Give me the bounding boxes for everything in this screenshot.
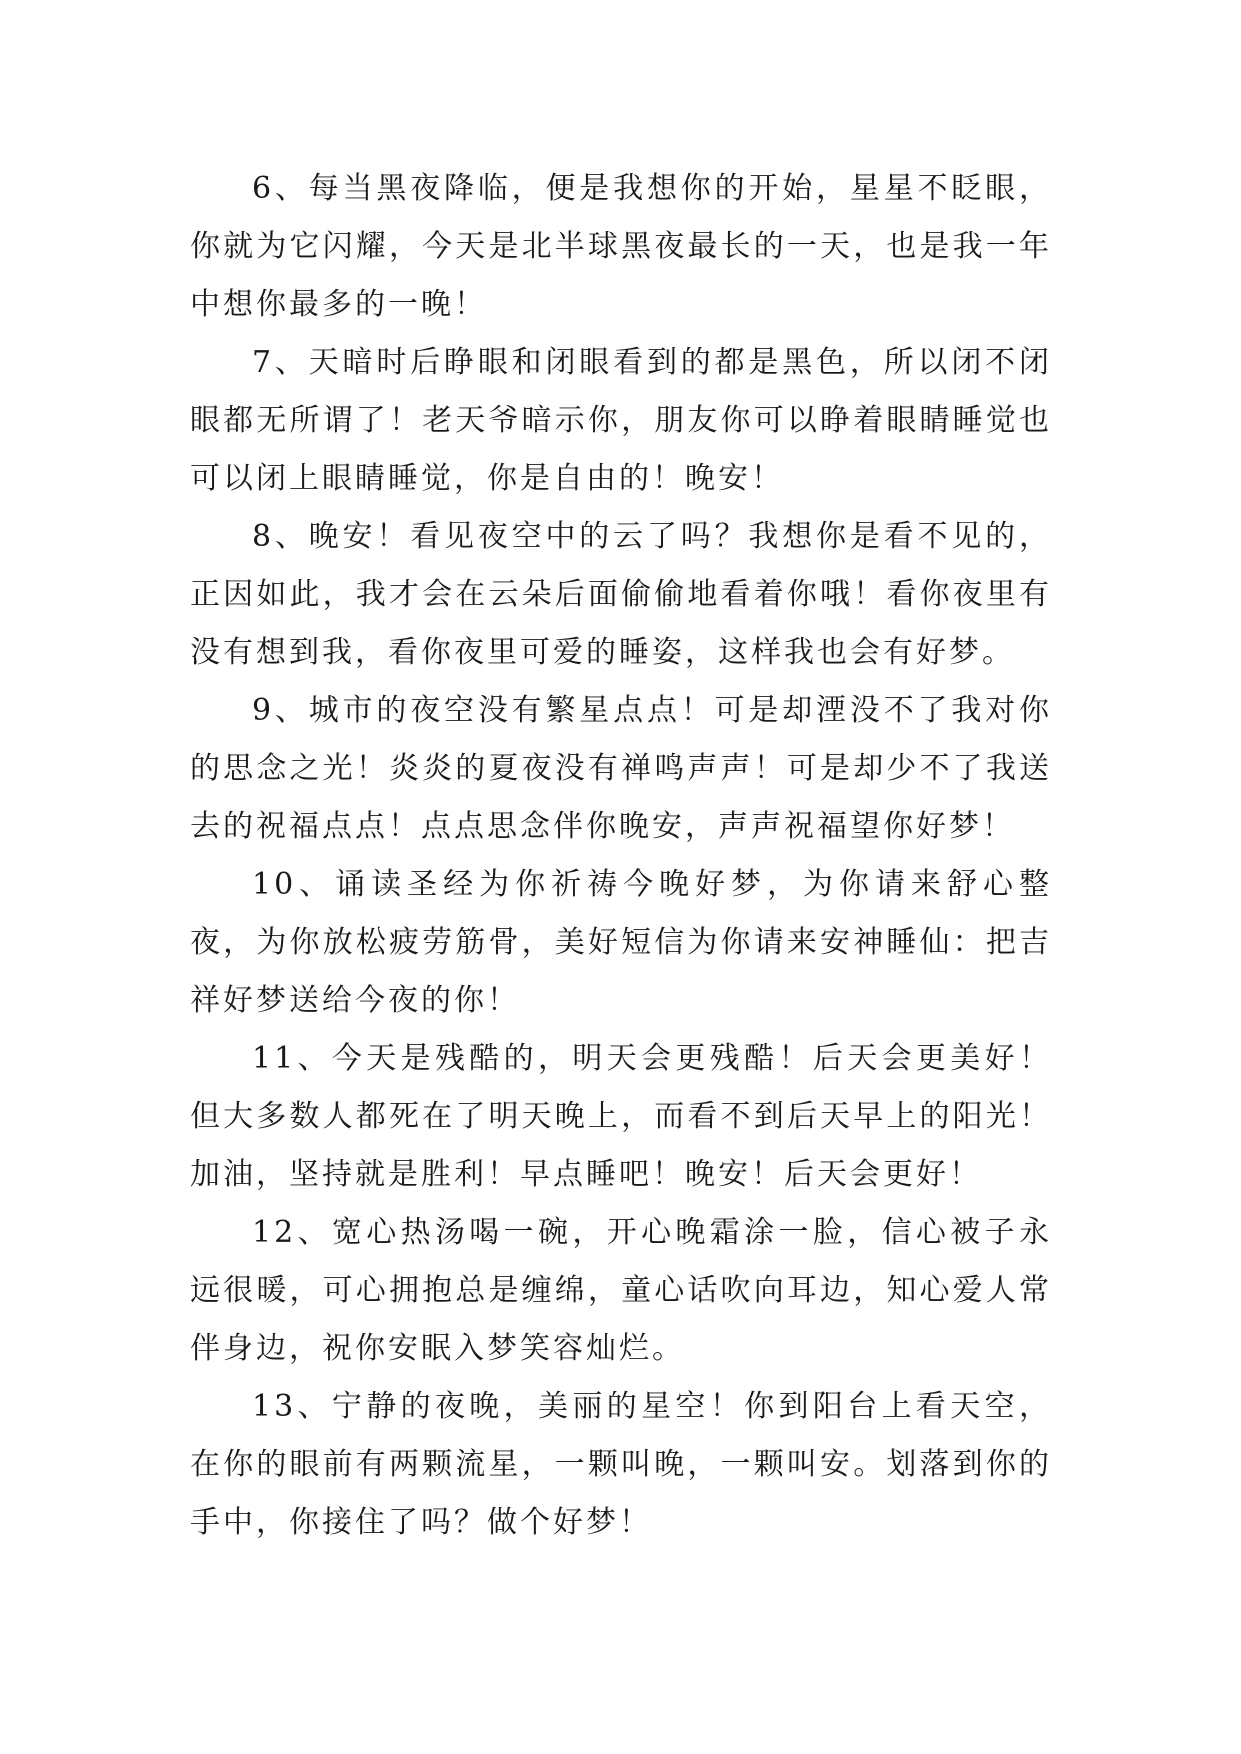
paragraph-12: 12、宽心热汤喝一碗，开心晚霜涂一脸，信心被子永远很暖，可心拥抱总是缠绵，童心话吹向耳边，知心爱人常伴身边，祝你安眠入梦笑容灿烂。 — [190, 1215, 1052, 1366]
paragraph-13: 13、宁静的夜晚，美丽的星空！你到阳台上看天空，在你的眼前有两颗流星，一颗叫晚，一颗叫安。划落到你的手中，你接住了吗？做个好梦！ — [190, 1389, 1052, 1540]
paragraph-10: 10、诵读圣经为你祈祷今晚好梦，为你请来舒心整夜，为你放松疲劳筋骨，美好短信为你请来安神睡仙：把吉祥好梦送给今夜的你！ — [190, 867, 1052, 1018]
paragraph-6: 6、每当黑夜降临，便是我想你的开始，星星不眨眼，你就为它闪耀，今天是北半球黑夜最长的一天，也是我一年中想你最多的一晚！ — [190, 171, 1052, 322]
paragraph-8: 8、晚安！看见夜空中的云了吗？我想你是看不见的，正因如此，我才会在云朵后面偷偷地看着你哦！看你夜里有没有想到我，看你夜里可爱的睡姿，这样我也会有好梦。 — [190, 519, 1052, 670]
paragraph-11: 11、今天是残酷的，明天会更残酷！后天会更美好！但大多数人都死在了明天晚上，而看不到后天早上的阳光！加油，坚持就是胜利！早点睡吧！晚安！后天会更好！ — [190, 1041, 1052, 1192]
paragraph-9: 9、城市的夜空没有繁星点点！可是却湮没不了我对你的思念之光！炎炎的夏夜没有禅鸣声声！可是却少不了我送去的祝福点点！点点思念伴你晚安，声声祝福望你好梦！ — [190, 693, 1052, 844]
paragraph-7: 7、天暗时后睁眼和闭眼看到的都是黑色，所以闭不闭眼都无所谓了！老天爷暗示你，朋友你可以睁着眼睛睡觉也可以闭上眼睛睡觉，你是自由的！晚安！ — [190, 345, 1052, 496]
document-body — [190, 160, 1052, 1552]
